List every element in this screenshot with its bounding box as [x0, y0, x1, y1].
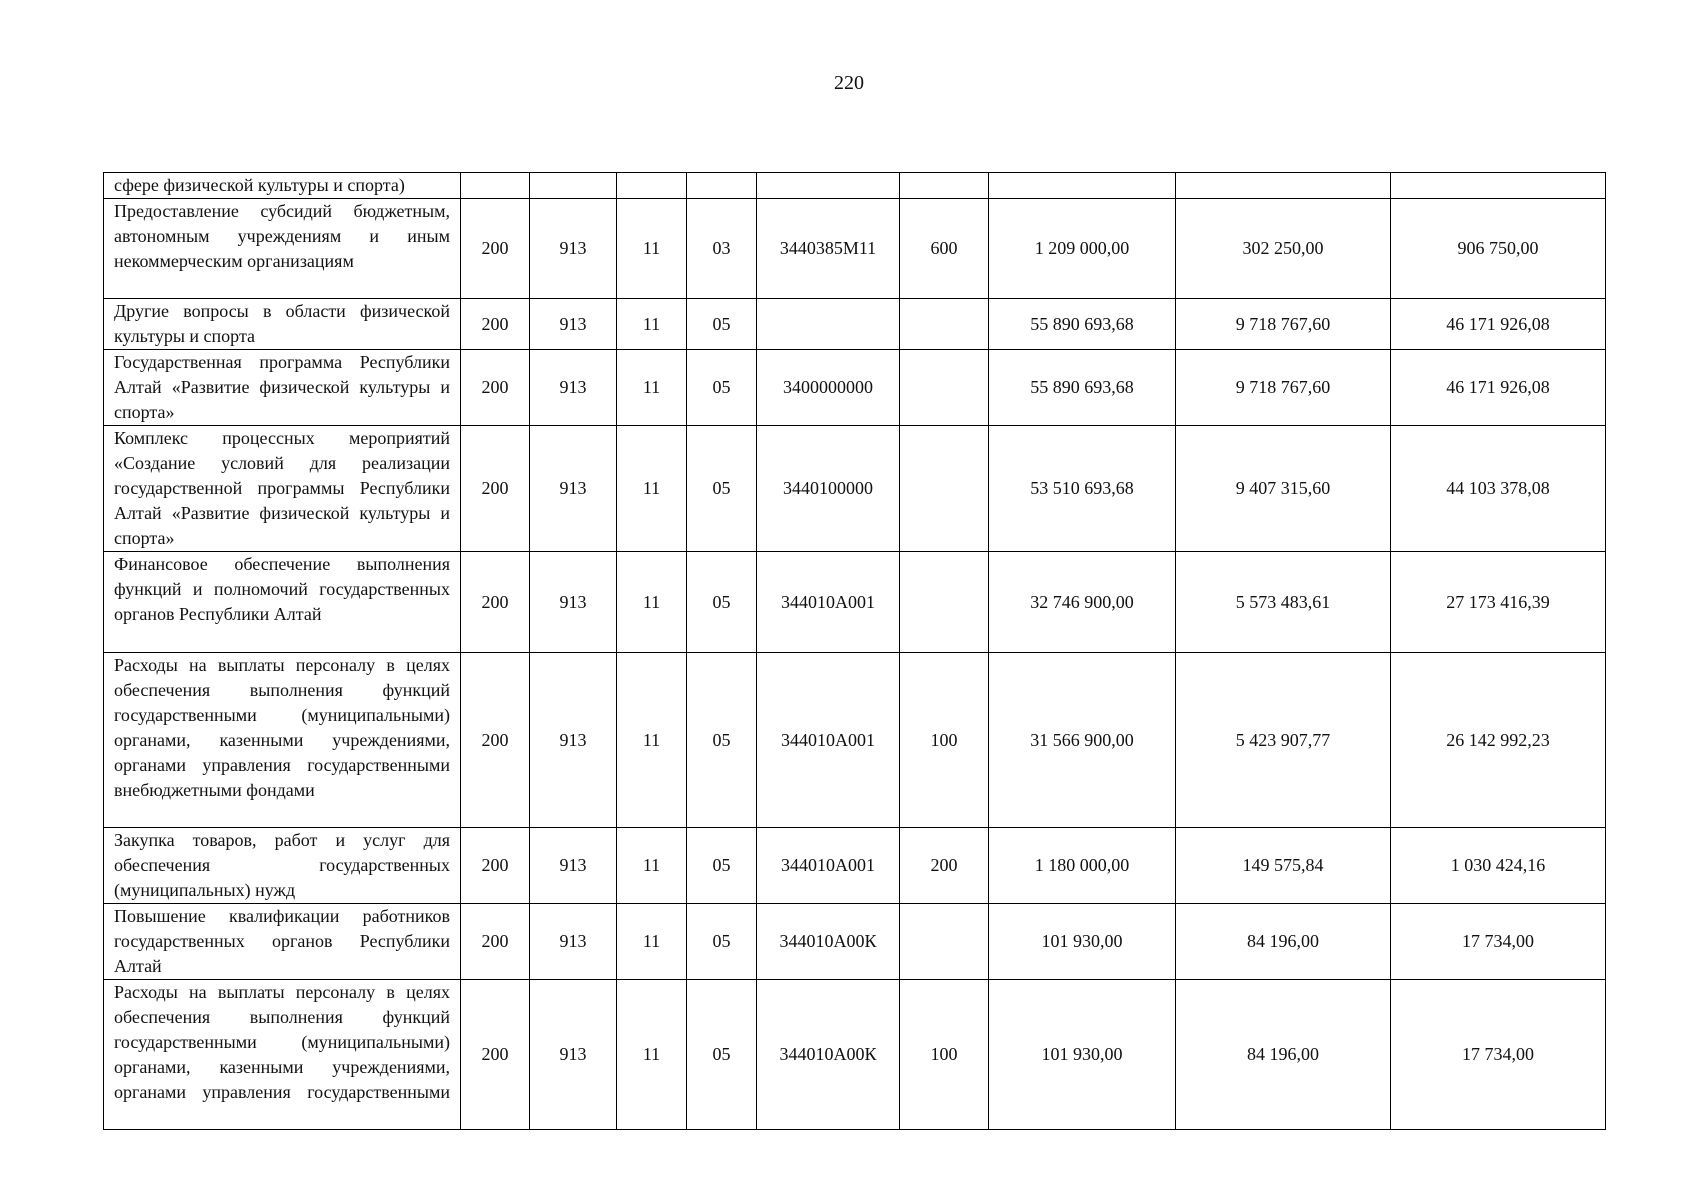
cell-code-5: 344010А001	[757, 828, 900, 904]
cell-amount-total: 101 930,00	[989, 980, 1176, 1130]
row-description: Государственная программа Республики Алтай «Развитие физической культуры и спорта»	[104, 350, 461, 426]
table-row	[104, 653, 1606, 828]
budget-table	[103, 172, 1606, 1130]
cell-code-5: 3440385М11	[757, 199, 900, 299]
cell-code-2: 913	[530, 653, 617, 828]
cell-code-3: 11	[617, 426, 687, 552]
row-description: Закупка товаров, работ и услуг для обеспечения государственных (муниципальных) нужд	[104, 828, 461, 904]
cell-amount-3: 46 171 926,08	[1391, 350, 1606, 426]
cell-code-6	[900, 552, 989, 653]
cell-code-4: 05	[687, 552, 757, 653]
cell-code-5: 344010А00К	[757, 980, 900, 1130]
cell-code-3: 11	[617, 199, 687, 299]
cell-amount-total: 53 510 693,68	[989, 426, 1176, 552]
cell-code-6	[900, 173, 989, 199]
cell-code-2	[530, 173, 617, 199]
table-row	[104, 980, 1606, 1130]
cell-code-4: 05	[687, 904, 757, 980]
cell-amount-2: 149 575,84	[1176, 828, 1391, 904]
cell-code-3: 11	[617, 350, 687, 426]
cell-code-2: 913	[530, 552, 617, 653]
cell-code-1: 200	[461, 980, 530, 1130]
cell-code-1: 200	[461, 426, 530, 552]
cell-code-1: 200	[461, 552, 530, 653]
cell-code-2: 913	[530, 299, 617, 350]
cell-code-6: 600	[900, 199, 989, 299]
cell-amount-total: 55 890 693,68	[989, 299, 1176, 350]
cell-amount-2: 84 196,00	[1176, 904, 1391, 980]
cell-amount-3: 17 734,00	[1391, 980, 1606, 1130]
cell-code-4: 05	[687, 299, 757, 350]
cell-amount-2: 9 718 767,60	[1176, 350, 1391, 426]
cell-code-4	[687, 173, 757, 199]
cell-code-2: 913	[530, 980, 617, 1130]
cell-code-2: 913	[530, 828, 617, 904]
cell-amount-3	[1391, 173, 1606, 199]
cell-code-5: 344010А001	[757, 552, 900, 653]
table-row	[104, 173, 1606, 199]
cell-amount-2: 9 718 767,60	[1176, 299, 1391, 350]
row-description: Предоставление субсидий бюджетным, автономным учреждениям и иным некоммерческим организациям	[104, 199, 461, 299]
cell-code-4: 03	[687, 199, 757, 299]
cell-code-6	[900, 299, 989, 350]
cell-code-4: 05	[687, 350, 757, 426]
cell-code-1: 200	[461, 350, 530, 426]
row-description: Расходы на выплаты персоналу в целях обеспечения выполнения функций государственными (муниципальными) органами, казенными учреждениями, органами управления государственными внебюджетными фондами	[104, 653, 461, 828]
cell-code-1: 200	[461, 904, 530, 980]
cell-amount-2: 302 250,00	[1176, 199, 1391, 299]
row-description: Расходы на выплаты персоналу в целях обеспечения выполнения функций государственными (муниципальными) органами, казенными учреждениями, органами управления государственными	[104, 980, 461, 1130]
cell-amount-3: 46 171 926,08	[1391, 299, 1606, 350]
cell-code-3: 11	[617, 653, 687, 828]
cell-amount-total	[989, 173, 1176, 199]
table-row	[104, 426, 1606, 552]
cell-amount-2: 5 423 907,77	[1176, 653, 1391, 828]
cell-code-6	[900, 904, 989, 980]
cell-code-3: 11	[617, 904, 687, 980]
cell-code-4: 05	[687, 653, 757, 828]
cell-amount-total: 1 209 000,00	[989, 199, 1176, 299]
cell-code-6: 100	[900, 653, 989, 828]
cell-amount-total: 32 746 900,00	[989, 552, 1176, 653]
cell-amount-total: 1 180 000,00	[989, 828, 1176, 904]
cell-code-1: 200	[461, 199, 530, 299]
cell-code-5: 344010А00К	[757, 904, 900, 980]
table-row	[104, 199, 1606, 299]
table-row	[104, 904, 1606, 980]
cell-code-2: 913	[530, 426, 617, 552]
table-row	[104, 350, 1606, 426]
cell-amount-2	[1176, 173, 1391, 199]
cell-code-6	[900, 350, 989, 426]
cell-amount-2: 9 407 315,60	[1176, 426, 1391, 552]
cell-code-1: 200	[461, 299, 530, 350]
cell-code-6: 200	[900, 828, 989, 904]
cell-amount-3: 1 030 424,16	[1391, 828, 1606, 904]
row-description: Комплекс процессных мероприятий «Создание условий для реализации государственной программы Республики Алтай «Развитие физической культуры и спорта»	[104, 426, 461, 552]
table-row	[104, 299, 1606, 350]
cell-amount-3: 17 734,00	[1391, 904, 1606, 980]
table-row	[104, 552, 1606, 653]
cell-amount-3: 906 750,00	[1391, 199, 1606, 299]
cell-amount-3: 27 173 416,39	[1391, 552, 1606, 653]
cell-code-5	[757, 299, 900, 350]
row-description: сфере физической культуры и спорта)	[104, 173, 461, 199]
row-description: Финансовое обеспечение выполнения функций и полномочий государственных органов Республики Алтай	[104, 552, 461, 653]
cell-code-5: 3400000000	[757, 350, 900, 426]
table-row	[104, 828, 1606, 904]
cell-code-1	[461, 173, 530, 199]
page-number: 220	[834, 72, 864, 94]
row-description: Повышение квалификации работников государственных органов Республики Алтай	[104, 904, 461, 980]
cell-amount-total: 31 566 900,00	[989, 653, 1176, 828]
cell-code-5: 3440100000	[757, 426, 900, 552]
cell-amount-3: 44 103 378,08	[1391, 426, 1606, 552]
cell-amount-total: 101 930,00	[989, 904, 1176, 980]
cell-code-5	[757, 173, 900, 199]
cell-code-3: 11	[617, 828, 687, 904]
cell-code-1: 200	[461, 653, 530, 828]
cell-code-3: 11	[617, 552, 687, 653]
cell-amount-3: 26 142 992,23	[1391, 653, 1606, 828]
cell-code-4: 05	[687, 426, 757, 552]
cell-code-2: 913	[530, 199, 617, 299]
cell-amount-2: 5 573 483,61	[1176, 552, 1391, 653]
cell-code-3	[617, 173, 687, 199]
cell-code-1: 200	[461, 828, 530, 904]
cell-code-3: 11	[617, 299, 687, 350]
cell-code-6	[900, 426, 989, 552]
cell-amount-total: 55 890 693,68	[989, 350, 1176, 426]
cell-code-5: 344010А001	[757, 653, 900, 828]
cell-code-2: 913	[530, 350, 617, 426]
cell-code-4: 05	[687, 828, 757, 904]
cell-amount-2: 84 196,00	[1176, 980, 1391, 1130]
cell-code-3: 11	[617, 980, 687, 1130]
cell-code-4: 05	[687, 980, 757, 1130]
row-description: Другие вопросы в области физической культуры и спорта	[104, 299, 461, 350]
cell-code-6: 100	[900, 980, 989, 1130]
cell-code-2: 913	[530, 904, 617, 980]
